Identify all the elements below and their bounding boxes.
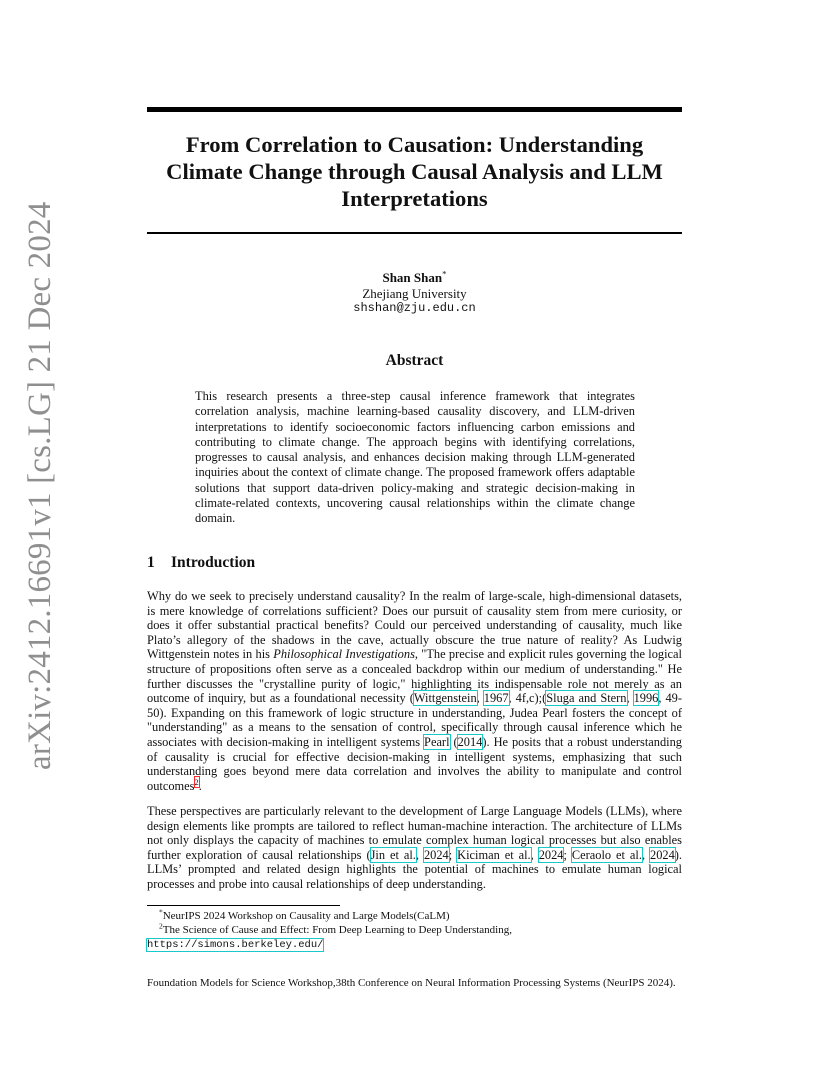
citation-year-link[interactable]: 2024	[538, 847, 564, 862]
title-bottom-rule	[147, 232, 682, 234]
author-name: Shan Shan	[382, 270, 443, 285]
footnote-text: The Science of Cause and Effect: From Deep Learning to Deep Understanding,	[162, 924, 512, 936]
text-run: .	[198, 778, 202, 793]
text-run: (	[449, 734, 458, 749]
citation-year-link[interactable]: 2024	[423, 847, 449, 862]
text-run: , 4f,c);(	[508, 691, 547, 706]
text-run: ;	[563, 847, 572, 862]
citation-link[interactable]: Ceraolo et al.	[571, 847, 642, 862]
author-footnote-mark: *	[442, 268, 447, 279]
footnote-url-link[interactable]: https://simons.berkeley.edu/	[147, 939, 324, 951]
text-run: Why do we seek to precisely understand causality? In the realm of large-scale, high-dimensional datasets, is mere knowledge of correlations sufficient? Does our pursuit of causality stem from mere curiosity, or does it offer substantial practical benefits? Could our perceived understanding of causality, much like Plato’s allegory of the shadows in the cave, actually obscure the true nature of reality? As Ludwig Wittgenstein notes in his	[147, 589, 682, 662]
text-run: ). He posits that a robust understanding of causality is crucial for effective decision-making in intelligent systems, emphasizing that such understanding goes beyond mere data correlation and involves the ability to manipulate and control outcomes	[147, 734, 682, 793]
citation-year-link[interactable]: 2014	[457, 734, 483, 749]
footnote-1	[147, 909, 682, 923]
citation-link[interactable]: Wittgenstein	[413, 691, 477, 706]
citation-link[interactable]: Sluga and Stern	[546, 691, 627, 706]
citation-year-link[interactable]: 1996	[633, 691, 659, 706]
paper-title: From Correlation to Causation: Understanding Climate Change through Causal Analysis and LLM Interpretations	[166, 132, 663, 211]
italic-book-title: Philosophical Investigations	[273, 647, 415, 662]
section-number: 1	[147, 554, 155, 571]
text-run: ,	[476, 691, 484, 706]
author-block	[147, 270, 682, 317]
footnote-rule	[147, 905, 340, 906]
footnotes	[147, 909, 682, 952]
section-title: Introduction	[171, 554, 256, 571]
venue-note: Foundation Models for Science Workshop,38th Conference on Neural Information Processing Systems (NeurIPS 2024).	[147, 977, 676, 989]
citation-link[interactable]: Pearl	[424, 734, 450, 749]
title-top-rule	[147, 107, 682, 112]
intro-paragraph-2	[147, 804, 682, 892]
abstract-heading: Abstract	[385, 352, 444, 369]
text-run: , 49-50). Expanding on this framework of logic structure in understanding, Judea Pearl fosters the concept of "understanding" as a means to the sensation of control, specifically through causal inference which he associates with decision-making in intelligent systems	[147, 691, 682, 749]
footnote-ref-link[interactable]: 2	[194, 776, 199, 787]
footnote-mark: *	[159, 907, 163, 917]
text-run: ,	[415, 847, 424, 862]
text-run: These perspectives are particularly relevant to the development of Large Language Models (LLMs), where design elements like prompts are tailored to reflect human-machine interaction. The architecture of LLMs not only displays the capacity of machines to emulate complex human logical processes but also enables further exploration of causal relationships (	[147, 804, 682, 862]
citation-year-link[interactable]: 2024	[650, 847, 675, 862]
citation-link[interactable]: Kiciman et al.	[457, 847, 531, 862]
text-run: ,	[530, 847, 539, 862]
author-email: shshan@zju.edu.cn	[353, 301, 476, 315]
intro-paragraph-1	[147, 589, 682, 793]
footnote-mark: 2	[159, 921, 163, 931]
section-heading	[147, 554, 255, 572]
footnote-2	[147, 923, 682, 952]
arxiv-side-stamp: arXiv:2412.16691v1 [cs.LG] 21 Dec 2024	[22, 201, 58, 770]
text-run: ,	[641, 847, 651, 862]
footnote-text: NeurIPS 2024 Workshop on Causality and Large Models(CaLM)	[162, 910, 450, 922]
citation-link[interactable]: Jin et al.	[370, 847, 416, 862]
author-affiliation: Zhejiang University	[362, 285, 467, 301]
abstract-text: This research presents a three-step causal inference framework that integrates correlation analysis, machine learning-based causality discovery, and LLM-driven interpretations to identify socioeconomic factors influencing carbon emissions and contributing to climate change. The approach begins with identifying correlations, progresses to causal analysis, and enhances decision making through LLM-generated inquiries about the context of climate change. The proposed framework offers adaptable solutions that support data-driven policy-making and strategic decision-making in climate-related contexts, uncovering causal relationships within the climate change domain.	[195, 389, 635, 526]
author-name-line	[147, 270, 682, 286]
citation-year-link[interactable]: 1967	[483, 691, 509, 706]
text-run: ). LLMs’ prompted and related design highlights the potential of machines to emulate human logical processes and probe into causal relationships of deep understanding.	[147, 847, 683, 891]
text-run: , "The precise and explicit rules governing the logical structure of propositions often serve as a concealed backdrop within our medium of understanding." He further discusses the "crystalline purity of logic," highlighting its indispensable role not merely as an outcome of inquiry, but as a foundational necessity (	[147, 647, 682, 706]
text-run: ;	[448, 847, 458, 862]
text-run: ,	[626, 691, 634, 706]
